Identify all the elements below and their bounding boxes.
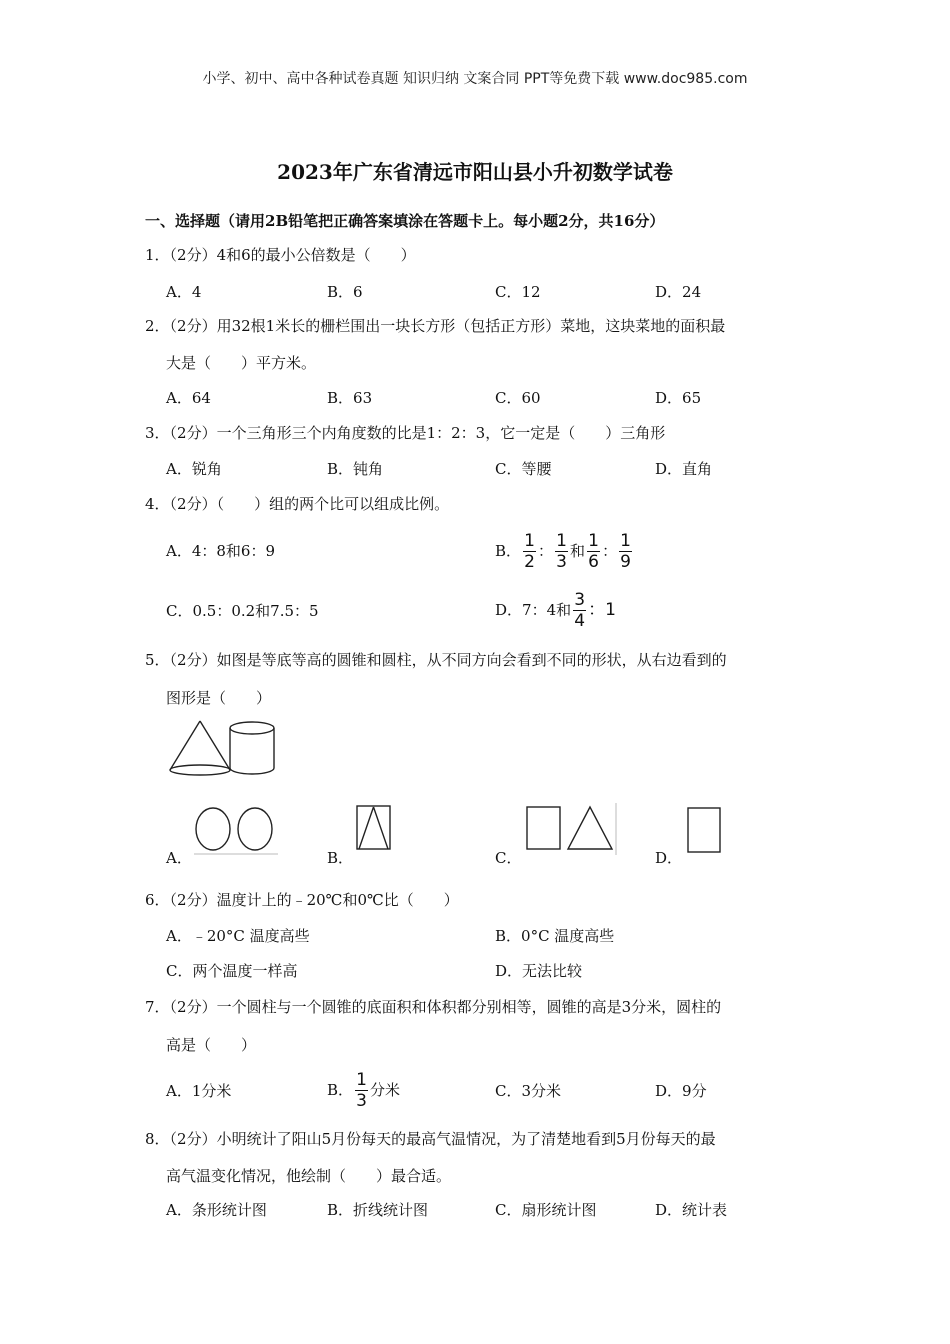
and-word: 和 [570,542,586,560]
q3-option-b: B．钝角 [327,460,384,478]
q2-option-d: D．65 [655,389,702,407]
fraction: $\frac{1}{3}$ [356,1069,367,1111]
q5-option-d: D． [655,849,683,867]
q4-option-b [495,529,634,573]
q2-option-c: C．60 [495,389,541,407]
fraction: $\frac{1}{6}$ [588,530,599,572]
q8-option-d: D．统计表 [655,1201,728,1219]
q5-option-a: A． [166,849,192,867]
question-8-stem-line1: 8．（2分）小明统计了阳山5月份每天的最高气温情况，为了清楚地看到5月份每天的最 [145,1130,716,1148]
q2-option-a: A．64 [166,389,211,407]
two-circles-icon [192,804,280,856]
q7-option-d: D．9分 [655,1082,707,1100]
q1-option-a: A．4 [166,283,202,301]
cone-sides [170,721,230,770]
question-5-stem-line2: 图形是（ ） [166,689,272,707]
q4-option-a: A．4：8和6：9 [166,542,276,560]
site-header: 小学、初中、高中各种试卷真题 知识归纳 文案合同 PPT等免费下载 www.doc985.com [202,71,748,87]
fraction: $\frac{1}{2}$ [524,530,535,572]
fraction: $\frac{1}{3}$ [556,530,567,572]
q8-option-a: A．条形统计图 [166,1201,267,1219]
q3-option-c: C．等腰 [495,460,552,478]
cone-cylinder-figure [165,718,280,778]
q4-b-prefix: B． [495,542,522,560]
q7-option-a: A．1分米 [166,1082,232,1100]
cylinder-top [230,722,274,734]
q4-option-c: C．0.5：0.2和7.5：5 [166,602,319,620]
q4-d-prefix: D．7：4和 [495,601,572,619]
q6-option-a: A．﹣20°C 温度高些 [166,927,310,945]
q3-option-a: A．锐角 [166,460,222,478]
q7-b-suffix: 分米 [370,1081,401,1099]
rectangle-icon [686,806,722,854]
q7-option-b [327,1068,400,1112]
q1-option-c: C．12 [495,283,541,301]
question-6-stem: 6．（2分）温度计上的﹣20℃和0℃比（ ） [145,891,459,909]
question-2-stem-line2: 大是（ ）平方米。 [166,354,317,372]
q4-option-d [495,588,616,632]
q8-option-c: C．扇形统计图 [495,1201,597,1219]
ratio-colon: ： [538,542,554,560]
q4-d-suffix: ：1 [588,600,616,620]
q6-option-d: D．无法比较 [495,962,583,980]
ratio-colon: ： [602,542,618,560]
question-3-stem: 3．（2分）一个三角形三个内角度数的比是1：2：3，它一定是（ ）三角形 [145,424,666,442]
rectangle-triangle-icon [523,803,619,855]
page-title: 2023年广东省清远市阳山县小升初数学试卷 [277,160,673,184]
section-heading: 一、选择题（请用2B铅笔把正确答案填涂在答题卡上。每小题2分，共16分） [145,212,665,230]
q1-option-b: B．6 [327,283,363,301]
fraction: $\frac{1}{9}$ [620,530,631,572]
question-2-stem-line1: 2．（2分）用32根1米长的栅栏围出一块长方形（包括正方形）菜地，这块菜地的面积最 [145,317,726,335]
q3-option-d: D．直角 [655,460,713,478]
triangle-in-rectangle-icon [355,804,393,852]
cone-base [170,765,230,775]
question-1-stem: 1．（2分）4和6的最小公倍数是（ ） [145,246,416,264]
question-8-stem-line2: 高气温变化情况，他绘制（ ）最合适。 [166,1167,452,1185]
q5-option-b: B． [327,849,354,867]
question-7-stem-line2: 高是（ ） [166,1036,257,1054]
fraction: $\frac{3}{4}$ [574,589,586,631]
q5-option-c: C． [495,849,522,867]
q7-b-prefix: B． [327,1081,354,1099]
q7-option-c: C．3分米 [495,1082,562,1100]
q1-option-d: D．24 [655,283,702,301]
question-7-stem-line1: 7．（2分）一个圆柱与一个圆锥的底面积和体积都分别相等，圆锥的高是3分米，圆柱的 [145,998,722,1016]
q6-option-c: C．两个温度一样高 [166,962,298,980]
question-5-stem-line1: 5．（2分）如图是等底等高的圆锥和圆柱，从不同方向会看到不同的形状，从右边看到的 [145,651,727,669]
cylinder-base [230,768,274,774]
q6-option-b: B．0°C 温度高些 [495,927,615,945]
question-4-stem: 4．（2分）（ ）组的两个比可以组成比例。 [145,495,450,513]
q2-option-b: B．63 [327,389,373,407]
q8-option-b: B．折线统计图 [327,1201,429,1219]
